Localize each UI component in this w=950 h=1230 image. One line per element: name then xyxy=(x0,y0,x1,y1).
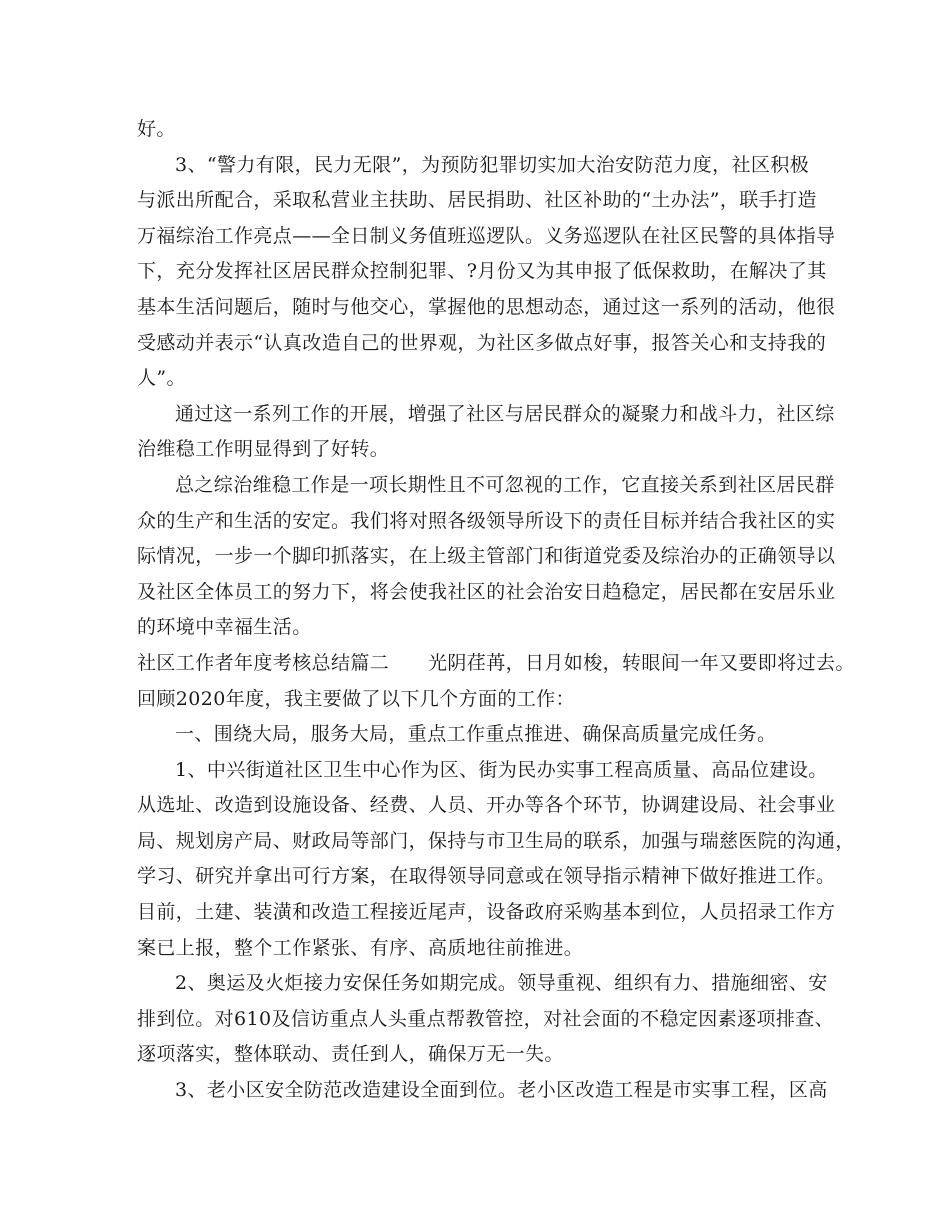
text-line: 逐项落实，整体联动、责任到人，确保万无一失。 xyxy=(137,1043,564,1066)
text-line: 及社区全体员工的努力下，将会使我社区的社会治安日趋稳定，居民都在安居乐业 xyxy=(137,580,836,603)
text-line: 1、中兴街道社区卫生中心作为区、街为民办实事工程高质量、高品位建设。 xyxy=(175,758,828,781)
text-line: 人”。 xyxy=(137,367,186,390)
text-line: 排到位。对610及信访重点人头重点帮教管控，对社会面的不稳定因素逐项排查、 xyxy=(137,1007,835,1030)
text-line: 的环境中幸福生活。 xyxy=(137,616,312,639)
text-line: 回顾2020年度，我主要做了以下几个方面的工作： xyxy=(137,687,575,710)
text-line: 总之综治维稳工作是一项长期性且不可忽视的工作，它直接关系到社区居民群 xyxy=(175,473,835,496)
text-line: 3、“警力有限，民力无限”，为预防犯罪切实加大治安防范力度，社区积极 xyxy=(175,153,810,176)
text-line: 下，充分发挥社区居民群众控制犯罪、?月份又为其申报了低保救助，在解决了其 xyxy=(137,260,827,283)
text-line: 目前，土建、装潢和改造工程接近尾声，设备政府采购基本到位，人员招录工作方 xyxy=(137,901,836,924)
text-line: 社区工作者年度考核总结篇二 光阴荏苒，日月如梭，转眼间一年又要即将过去。 xyxy=(137,651,855,674)
text-line: 众的生产和生活的安定。我们将对照各级领导所设下的责任目标并结合我社区的实 xyxy=(137,509,836,532)
text-line: 一、围绕大局，服务大局，重点工作重点推进、确保高质量完成任务。 xyxy=(175,723,777,746)
text-line: 万福综治工作亮点——全日制义务值班巡逻队。义务巡逻队在社区民警的具体指导 xyxy=(137,224,836,247)
text-line: 基本生活问题后，随时与他交心，掌握他的思想动态，通过这一系列的活动，他很 xyxy=(137,295,836,318)
text-line: 好。 xyxy=(137,118,176,140)
text-line: 从选址、改造到设施设备、经费、人员、开办等各个环节，协调建设局、社会事业 xyxy=(137,794,836,817)
text-line: 通过这一系列工作的开展，增强了社区与居民群众的凝聚力和战斗力，社区综 xyxy=(175,402,835,425)
text-line: 与派出所配合，采取私营业主扶助、居民捐助、社区补助的“土办法”，联手打造 xyxy=(137,189,817,212)
text-line: 局、规划房产局、财政局等部门，保持与市卫生局的联系，加强与瑞慈医院的沟通， xyxy=(137,829,855,852)
text-line: 受感动并表示“认真改造自己的世界观，为社区多做点好事，报答关心和支持我的 xyxy=(137,331,827,354)
text-line: 学习、研究并拿出可行方案，在取得领导同意或在领导指示精神下做好推进工作。 xyxy=(137,865,836,888)
text-line: 际情况，一步一个脚印抓落实，在上级主管部门和街道党委及综治办的正确领导以 xyxy=(137,545,836,568)
text-line: 2、奥运及火炬接力安保任务如期完成。领导重视、组织有力、措施细密、安 xyxy=(175,972,828,995)
text-line: 治维稳工作明显得到了好转。 xyxy=(137,438,390,461)
text-line: 案已上报，整个工作紧张、有序、高质地往前推进。 xyxy=(137,936,584,959)
text-line: 3、老小区安全防范改造建设全面到位。老小区改造工程是市实事工程，区高 xyxy=(175,1079,828,1102)
